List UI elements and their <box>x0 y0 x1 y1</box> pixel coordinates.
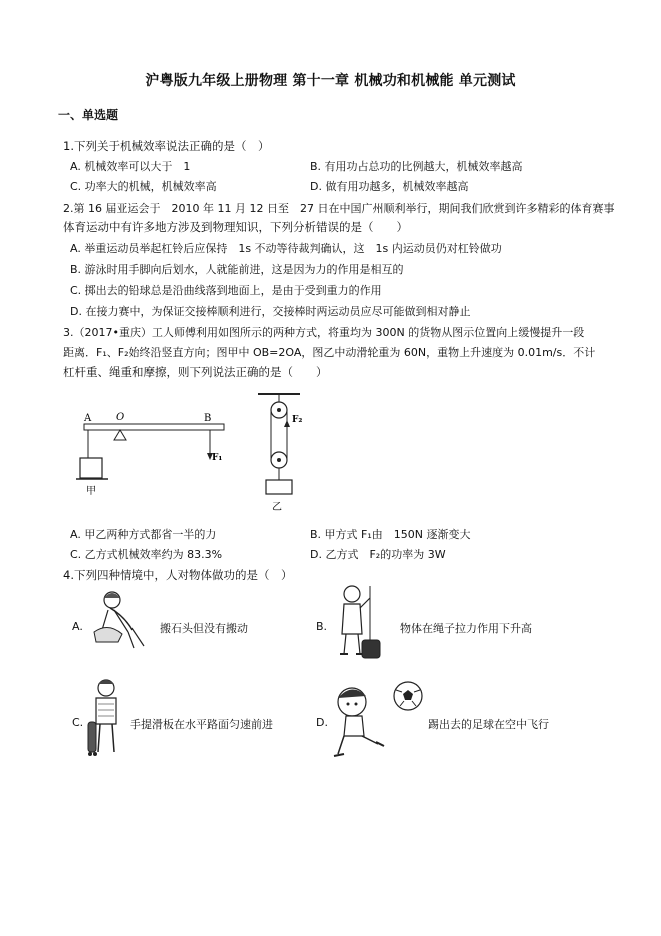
q2-option-a: A. 举重运动员举起杠铃后应保持 1s 不动等待裁判确认，这 1s 内运动员仍对杠铃做功 <box>70 242 502 255</box>
question-3-stem-line3: 杠杆重、绳重和摩擦，则下列说法正确的是（ ） <box>63 365 328 379</box>
label-b: B <box>204 413 212 424</box>
question-1-stem: 1.下列关于机械效率说法正确的是（ ） <box>63 139 270 153</box>
boy-kicking-ball-picture <box>330 680 430 760</box>
q3-option-c: C. 乙方式机械效率约为 83.3% <box>70 548 223 561</box>
label-jia: 甲 <box>86 486 96 497</box>
q2-option-c: C. 掷出去的铅球总是沿曲线落到地面上，是由于受到重力的作用 <box>70 284 382 297</box>
q4-option-c-letter: C. <box>72 716 84 729</box>
q1-option-c: C. 功率大的机械，机械效率高 <box>70 180 217 193</box>
q4-option-a-text: 搬石头但没有搬动 <box>160 622 248 635</box>
fixed-pulley-axle <box>277 408 281 412</box>
label-a: A <box>84 413 92 424</box>
pulley-weight <box>266 480 292 494</box>
section-heading: 一、单选题 <box>58 108 119 122</box>
label-f2: F₂ <box>292 415 303 425</box>
question-2-stem-line1: 2.第 16 届亚运会于 2010 年 11 月 12 日至 27 日在中国广州顺利举行，期间我们欣赏到许多精彩的体育赛事 <box>63 202 615 215</box>
person-carrying-skateboard-picture <box>86 678 126 760</box>
lever-bar <box>84 424 224 430</box>
f2-arrowhead <box>284 420 290 427</box>
q1-option-d: D. 做有用功越多，机械效率越高 <box>310 180 469 193</box>
question-2-stem-line2: 体育运动中有许多地方涉及到物理知识，下列分析错误的是（ ） <box>63 220 408 234</box>
q3-option-a: A. 甲乙两种方式都省一半的力 <box>70 528 217 541</box>
q4-option-b-text: 物体在绳子拉力作用下升高 <box>400 622 532 635</box>
movable-pulley-axle <box>277 458 281 462</box>
person-lifting-stone-picture <box>88 588 152 654</box>
page-title: 沪粤版九年级上册物理 第十一章 机械功和机械能 单元测试 <box>145 73 516 89</box>
q4-option-a-letter: A. <box>72 620 83 633</box>
lever-figure <box>76 388 236 498</box>
q1-option-a: A. 机械效率可以大于 1 <box>70 160 191 173</box>
q4-option-d-text: 踢出去的足球在空中飞行 <box>428 718 549 731</box>
label-o: O <box>116 412 125 423</box>
q4-option-b-letter: B. <box>316 620 328 633</box>
q3-option-d: D. 乙方式 F₂的功率为 3W <box>310 548 446 561</box>
fulcrum <box>114 430 126 440</box>
q2-option-b: B. 游泳时用手脚向后划水，人就能前进，这是因为力的作用是相互的 <box>70 263 404 276</box>
q3-option-b: B. 甲方式 F₁由 150N 逐渐变大 <box>310 528 471 541</box>
question-4-stem: 4.下列四种情境中，人对物体做功的是（ ） <box>63 568 293 582</box>
q4-option-d-letter: D. <box>316 716 328 729</box>
question-3-stem-line2: 距离．F₁、F₂始终沿竖直方向；图甲中 OB=2OA，图乙中动滑轮重为 60N，重物上升速度为 0.01m/s．不计 <box>63 346 596 359</box>
q1-option-b: B. 有用功占总功的比例越大，机械效率越高 <box>310 160 523 173</box>
label-f1: F₁ <box>212 453 223 463</box>
person-pulling-rope-picture <box>330 582 392 662</box>
label-yi: 乙 <box>272 502 282 513</box>
pulley-figure <box>250 388 320 518</box>
q4-option-c-text: 手提滑板在水平路面匀速前进 <box>130 718 273 731</box>
lever-weight <box>80 458 102 478</box>
question-3-stem-line1: 3.（2017•重庆）工人师傅利用如图所示的两种方式，将重均为 300N 的货物从图示位置向上缓慢提升一段 <box>63 326 585 339</box>
q2-option-d: D. 在接力赛中，为保证交接棒顺利进行，交接棒时两运动员应尽可能做到相对静止 <box>70 305 471 318</box>
